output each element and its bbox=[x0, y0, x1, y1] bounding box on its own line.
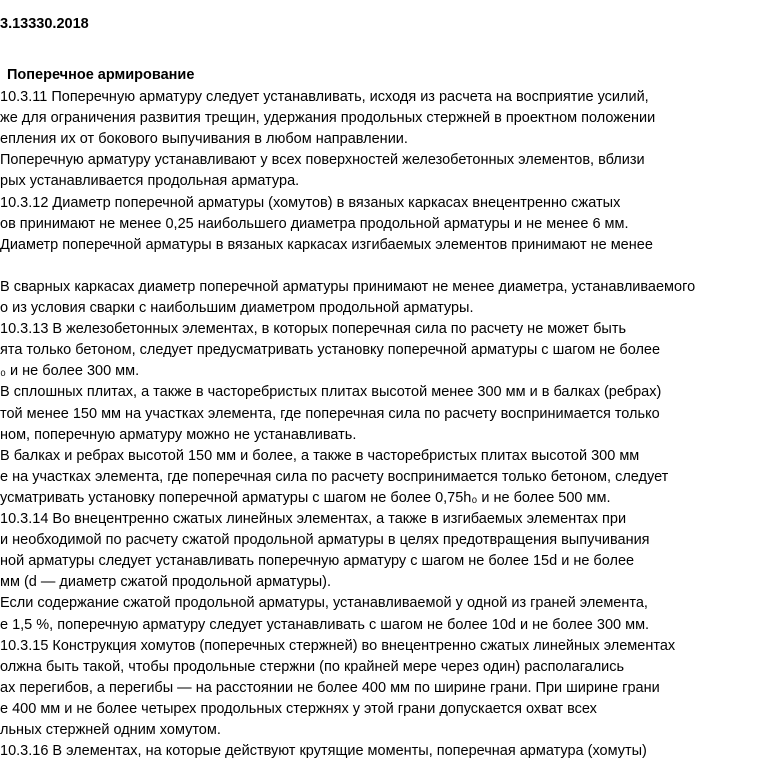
paragraph-line: льных стержней одним хомутом. bbox=[0, 722, 221, 738]
paragraph-line: о из условия сварки с наибольшим диаметром продольной арматуры. bbox=[0, 300, 474, 316]
paragraph-line: е 1,5 %, поперечную арматуру следует устанавливать с шагом не более 10d и не более 300 мм. bbox=[0, 616, 650, 633]
section-title: Поперечное армирование bbox=[7, 67, 195, 83]
paragraph-line: 10.3.16 В элементах, на которые действуют крутящие моменты, поперечная арматура (хомуты) bbox=[0, 743, 647, 760]
paragraph-line: же для ограничения развития трещин, удержания продольных стержней в проектном положении bbox=[0, 110, 656, 127]
paragraph-line: В балках и ребрах высотой 150 мм и более, а также в часторебристых плитах высотой 300 мм bbox=[0, 447, 640, 464]
paragraph-line: 10.3.13 В железобетонных элементах, в которых поперечная сила по расчету не может быть bbox=[0, 321, 627, 338]
document-code-header: 3.13330.2018 bbox=[0, 16, 89, 32]
paragraph-line: рых устанавливается продольная арматура. bbox=[0, 173, 300, 190]
paragraph-line: Если содержание сжатой продольной арматуры, устанавливаемой у одной из граней элемента, bbox=[0, 595, 648, 612]
paragraph-line: В сварных каркасах диаметр поперечной арматуры принимают не менее диаметра, устанавливаемого bbox=[0, 278, 696, 295]
paragraph-line: усматривать установку поперечной арматуры с шагом не более 0,75h₀ и не более 500 мм. bbox=[0, 489, 611, 506]
paragraph-line: е 400 мм и не более четырех продольных стержнях у этой грани допускается охват всех bbox=[0, 700, 597, 717]
paragraph-line: ята только бетоном, следует предусматривать установку поперечной арматуры с шагом не более bbox=[0, 342, 661, 359]
paragraph-line: олжна быть такой, чтобы продольные стержни (по крайней мере через один) располагались bbox=[0, 658, 625, 675]
paragraph-line: Диаметр поперечной арматуры в вязаных каркасах изгибаемых элементов принимают не менее bbox=[0, 236, 653, 253]
paragraph-line: мм (d — диаметр сжатой продольной арматуры). bbox=[0, 574, 332, 591]
paragraph-line: 10.3.14 Во внецентренно сжатых линейных элементах, а также в изгибаемых элементах при bbox=[0, 511, 627, 527]
paragraph-line: и необходимой по расчету сжатой продольной арматуры в целях предотвращения выпучивания bbox=[0, 532, 650, 549]
paragraph-line: ной арматуры следует устанавливать поперечную арматуру с шагом не более 15d и не более bbox=[0, 553, 635, 570]
paragraph-line: Поперечную арматуру устанавливают у всех поверхностей железобетонных элементов, вблизи bbox=[0, 152, 645, 169]
paragraph-line: ах перегибов, а перегибы — на расстоянии не более 400 мм по ширине грани. При ширине грани bbox=[0, 679, 660, 696]
paragraph-line: епления их от бокового выпучивания в любом направлении. bbox=[0, 131, 408, 148]
paragraph-line: ₀ и не более 300 мм. bbox=[0, 363, 140, 380]
paragraph-line: 10.3.15 Конструкция хомутов (поперечных стержней) во внецентренно сжатых линейных элементах bbox=[0, 637, 676, 654]
paragraph-line: е на участках элемента, где поперечная сила по расчету воспринимается только бетоном, следует bbox=[0, 468, 669, 485]
paragraph-line: 10.3.12 Диаметр поперечной арматуры (хомутов) в вязаных каркасах внецентренно сжатых bbox=[0, 194, 621, 211]
paragraph-line: В сплошных плитах, а также в часторебристых плитах высотой менее 300 мм и в балках (ребрах) bbox=[0, 384, 662, 401]
paragraph-line: ов принимают не менее 0,25 наибольшего диаметра продольной арматуры и не менее 6 мм. bbox=[0, 215, 629, 232]
paragraph-line: ном, поперечную арматуру можно не устанавливать. bbox=[0, 426, 357, 443]
paragraph-line: той менее 150 мм на участках элемента, где поперечная сила по расчету воспринимается только bbox=[0, 405, 660, 422]
paragraph-line: 10.3.11 Поперечную арматуру следует устанавливать, исходя из расчета на восприятие усилий, bbox=[0, 89, 649, 105]
